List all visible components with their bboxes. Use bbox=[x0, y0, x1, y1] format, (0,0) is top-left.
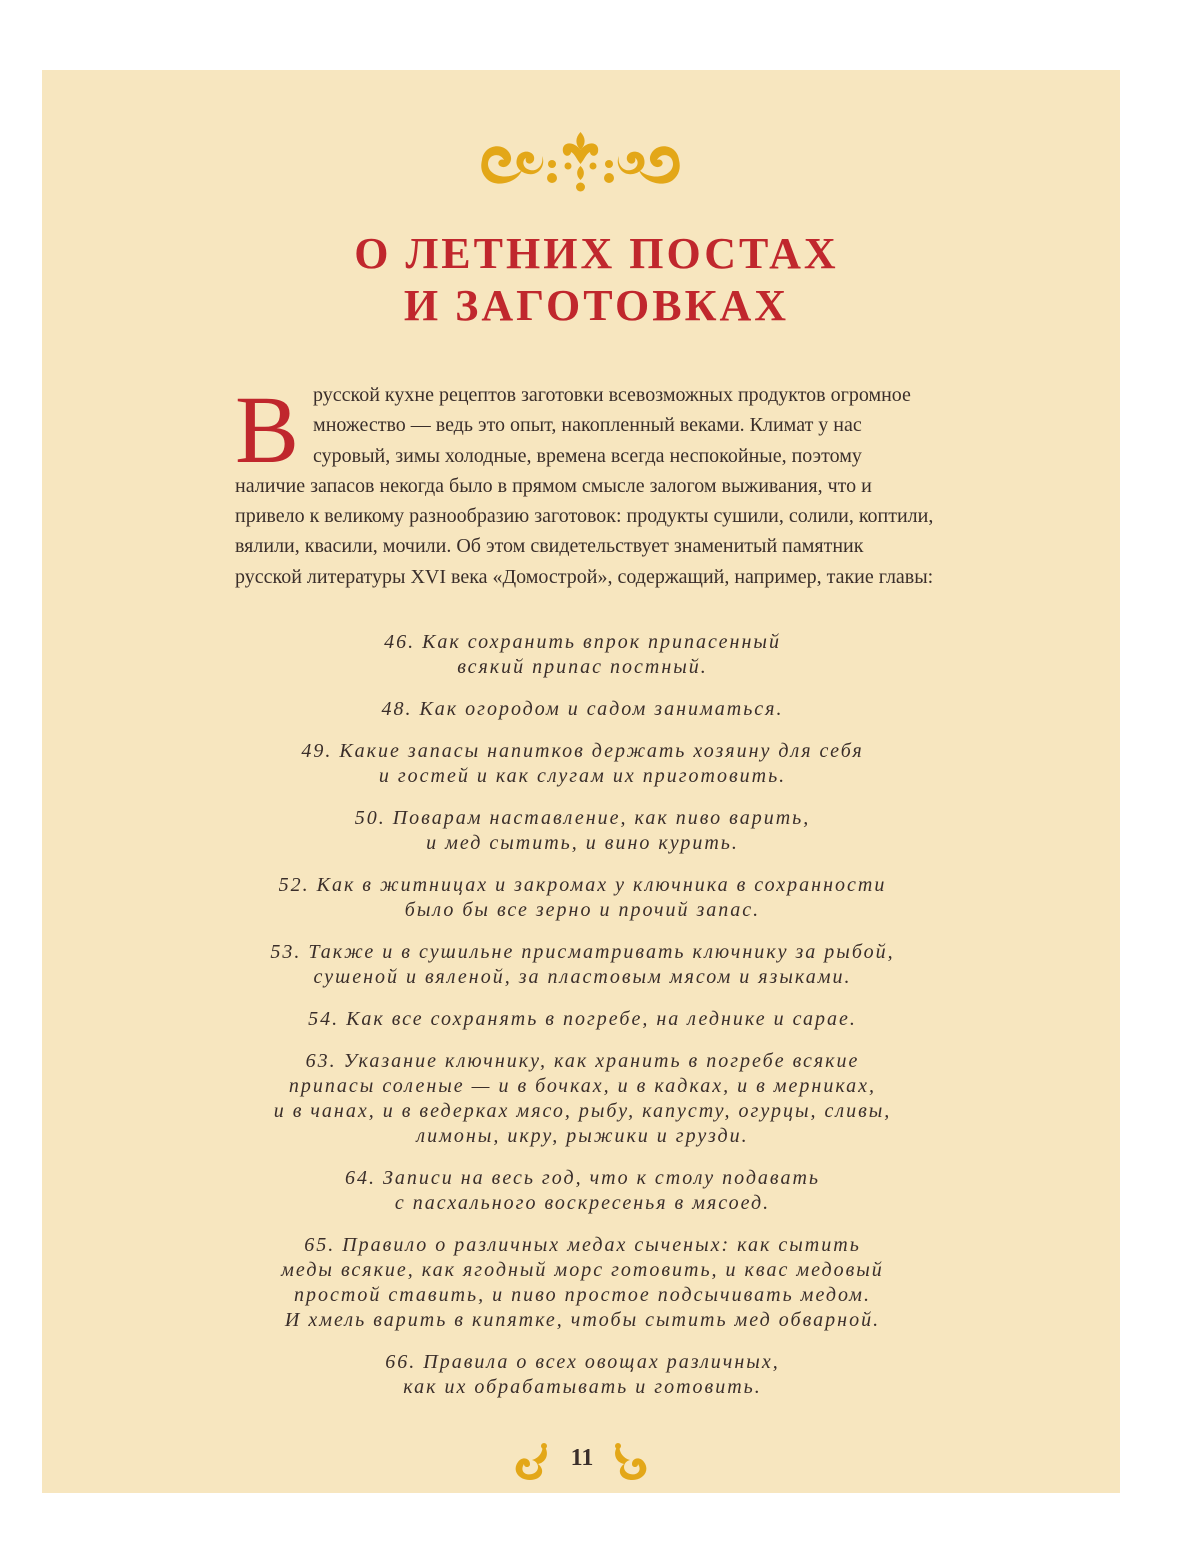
chapter-line: всякий припас постный. bbox=[457, 656, 708, 678]
chapter-line: и мед сытить, и вино курить. bbox=[426, 832, 739, 854]
chapter-line: 50. Поварам наставление, как пиво варить, bbox=[354, 807, 811, 829]
page-number: 11 bbox=[570, 1445, 594, 1471]
page-title bbox=[0, 228, 1193, 332]
ornament-right-icon bbox=[612, 1440, 650, 1482]
ornament-left-icon bbox=[512, 1440, 550, 1482]
chapter-item bbox=[200, 630, 965, 680]
chapter-item bbox=[200, 940, 965, 990]
chapter-line: И хмель варить в кипятке, чтобы сытить мед обварной. bbox=[284, 1309, 881, 1331]
chapter-item bbox=[200, 697, 965, 722]
chapter-line: лимоны, икру, рыжики и грузди. bbox=[416, 1125, 749, 1147]
chapter-line: и гостей и как слугам их приготовить. bbox=[378, 765, 787, 787]
intro-paragraph bbox=[235, 376, 935, 592]
chapter-line: было бы все зерно и прочий запас. bbox=[404, 899, 761, 921]
chapter-item bbox=[200, 806, 965, 856]
chapter-line: припасы соленые — и в бочках, и в кадках, и в мерниках, bbox=[288, 1075, 877, 1097]
chapter-line: 46. Как сохранить впрок припасенный bbox=[384, 631, 781, 653]
chapter-line: с пасхального воскресенья в мясоед. bbox=[394, 1192, 771, 1214]
chapter-line: 52. Как в житницах и закромах у ключника в сохранности bbox=[278, 874, 887, 896]
chapter-line: 66. Правила о всех овощах различных, bbox=[385, 1351, 780, 1373]
chapter-line: 64. Записи на весь год, что к столу подавать bbox=[344, 1167, 821, 1189]
intro-text: русской кухне рецептов заготовки всевозможных продуктов огромное множество — ведь это опыт, накопленный веками. Климат у нас суровый, зимы холодные, времена всегда неспокойные, поэтому наличие запасов некогда было в прямом смысле залогом выживания, что и привело к великому разнообразию заготовок: продукты сушили, солили, коптили, вялили, квасили, мочили. Об этом свидетельствует знаменитый памятник русской литературы XVI века «Домострой», содержащий, например, такие главы: bbox=[235, 384, 934, 588]
chapter-line: 49. Какие запасы напитков держать хозяину для себя bbox=[301, 740, 864, 762]
chapter-list bbox=[200, 630, 965, 1417]
chapter-item bbox=[200, 1350, 965, 1400]
chapter-item bbox=[200, 739, 965, 789]
chapter-item bbox=[200, 1233, 965, 1333]
title-line-1: О ЛЕТНИХ ПОСТАХ bbox=[354, 229, 839, 278]
chapter-line: сушеной и вяленой, за пластовым мясом и языками. bbox=[313, 966, 852, 988]
chapter-line: как их обрабатывать и готовить. bbox=[403, 1376, 762, 1398]
chapter-item bbox=[200, 1166, 965, 1216]
chapter-line: простой ставить, и пиво простое подсычивать медом. bbox=[294, 1284, 871, 1306]
ornament-top-icon bbox=[478, 130, 683, 194]
title-line-2: И ЗАГОТОВКАХ bbox=[403, 281, 790, 330]
chapter-line: 48. Как огородом и садом заниматься. bbox=[381, 698, 784, 720]
chapter-item bbox=[200, 1049, 965, 1149]
chapter-line: 53. Также и в сушильне присматривать ключнику за рыбой, bbox=[270, 941, 895, 963]
chapter-line: и в чанах, и в ведерках мясо, рыбу, капусту, огурцы, сливы, bbox=[273, 1100, 892, 1122]
drop-cap: В bbox=[235, 376, 300, 483]
chapter-line: меды всякие, как ягодный морс готовить, и квас медовый bbox=[281, 1259, 884, 1281]
chapter-line: 65. Правило о различных медах сыченых: как сытить bbox=[304, 1234, 861, 1256]
chapter-line: 63. Указание ключнику, как хранить в погребе всякие bbox=[305, 1050, 860, 1072]
chapter-line: 54. Как все сохранять в погребе, на леднике и сарае. bbox=[308, 1008, 857, 1030]
chapter-item bbox=[200, 1007, 965, 1032]
chapter-item bbox=[200, 873, 965, 923]
